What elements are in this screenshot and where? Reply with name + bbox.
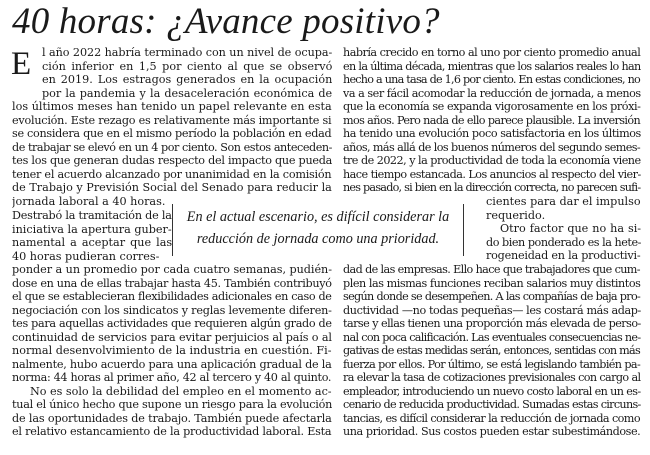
column-2-paragraph-3 — [343, 263, 641, 439]
text-line: No es solo la debilidad del empleo en el momento ac- — [30, 384, 332, 398]
text-line: se considera que en el mismo período la población en edad — [12, 127, 332, 140]
text-line: según donde se desempeñen. A las compañías de baja pro- — [343, 290, 641, 303]
column-2-paragraph-2 — [486, 195, 641, 263]
text-line: años, más allá de los buenos números del segundo semes- — [343, 140, 641, 154]
text-line: que la economía se expanda vigorosamente en los próxi- — [343, 100, 641, 113]
text-line: de Trabajo y Previsión Social del Senado para reducir la — [12, 181, 332, 194]
text-line: Otro factor que no ha si- — [500, 222, 641, 235]
text-line: Destrabó la tramitación de la — [12, 209, 172, 222]
pull-quote-line-2: reducción de jornada como una prioridad. — [196, 231, 440, 247]
text-line: normal desenvolvimiento de la industria en cuestión. Fi- — [12, 344, 332, 357]
text-line: cientes para dar el impulso — [486, 195, 641, 208]
column-1-paragraph-2 — [12, 209, 172, 263]
text-line: ha tenido una evolución poco satisfactoria en los últimos — [343, 127, 641, 140]
text-line: requerido. — [486, 208, 546, 222]
text-line: tre de 2022, y la productividad de toda la economía viene — [343, 154, 641, 167]
column-1-paragraph-3 — [12, 263, 332, 439]
text-line: ponder a un promedio por cada cuatro semanas, pudién- — [12, 263, 332, 276]
text-line: los últimos meses han tenido un papel relevante en esta — [12, 100, 332, 113]
text-line: de trabajar se elevó en un 4 por ciento. Son estos anteceden- — [12, 140, 332, 154]
text-line: fuerza por ellos. Por último, se está legislando también pa- — [343, 357, 641, 371]
text-line: tes para aquellas actividades que requieren algún grado de — [12, 317, 332, 330]
text-line: ductividad —no todas pequeñas— les costará más adap- — [343, 303, 641, 317]
text-line: ra elevar la tasa de cotizaciones previsionales con cargo al — [343, 371, 641, 384]
text-line: tancias, es difícil considerar la reducción de jornada como — [343, 411, 640, 425]
text-line: nalmente, hubo acuerdo para una aplicación gradual de la — [12, 357, 332, 371]
text-line: gativas de estas medidas serán, entonces, sentidas con más — [343, 344, 640, 357]
text-line: 40 horas pudieran corres- — [12, 249, 160, 263]
text-line: evolución. Este rezago es relativamente más importante si — [12, 113, 332, 127]
text-line: una prioridad. Sus costos pueden estar subestimándose. — [343, 425, 641, 438]
text-line: cenario de reducida productividad. Sumadas estas circuns- — [343, 398, 641, 411]
text-line: do bien ponderado es la hete- — [486, 235, 641, 249]
text-line: iniciativa la apertura guber- — [12, 222, 172, 236]
pull-quote — [172, 204, 464, 256]
text-line: en la última década, mientras que los salarios reales lo han — [343, 59, 641, 73]
text-line: l año 2022 habría terminado con un nivel de ocupa- — [42, 46, 332, 59]
text-line: va a ser fácil acomodar la reducción de jornada, a menos — [343, 86, 641, 100]
text-line: el relativo estancamiento de la productividad laboral. Esta — [12, 425, 332, 438]
text-line: el que se establecieran flexibilidades adicionales en caso de — [12, 290, 332, 303]
article-title: 40 horas: ¿Avance positivo? — [12, 1, 440, 42]
text-line: norma: 44 horas al primer año, 42 al tercero y 40 al quinto. — [12, 371, 332, 384]
text-line: tarse y ellas tienen una proporción más elevada de perso- — [343, 317, 641, 330]
pull-quote-line-1: En el actual escenario, es difícil considerar la — [186, 209, 450, 225]
text-line: habría crecido en torno al uno por ciento promedio anual — [343, 46, 641, 59]
text-line: empleador, introduciendo un nuevo costo laboral en un es- — [343, 384, 641, 398]
text-line: continuidad de servicios para evitar perjuicios al país o al — [12, 330, 332, 344]
text-line: hace tiempo estancada. Los anuncios al respecto del vier- — [343, 167, 641, 181]
column-1-paragraph-1 — [12, 46, 332, 208]
text-line: tener el acuerdo alcanzado por unanimidad en la comisión — [12, 167, 332, 181]
text-line: negociación con los sindicatos y reglas levemente diferen- — [12, 303, 332, 317]
drop-cap: E — [11, 46, 32, 82]
text-line: en 2019. Los estragos generados en la ocupación — [42, 73, 332, 86]
text-line: tes los que generan dudas respecto del impacto que pueda — [12, 154, 332, 167]
text-line: dad de las empresas. Ello hace que trabajadores que cum- — [343, 263, 640, 276]
text-line: de las oportunidades de trabajo. También puede afectarla — [12, 411, 332, 425]
text-line: hecho a una tasa de 1,6 por ciento. En estas condiciones, no — [343, 73, 641, 86]
column-2-paragraph-1 — [343, 46, 641, 195]
text-line: jornada laboral a 40 horas. — [12, 194, 166, 208]
text-line: dose en una de ellas trabajar hasta 45. También contribuyó — [12, 276, 332, 290]
text-line: tual el único hecho que supone un riesgo para la evolución — [12, 398, 332, 411]
text-line: mos años. Pero nada de ello parece plausible. La inversión — [343, 113, 641, 127]
text-line: nal con poca calificación. Las eventuales consecuencias ne- — [343, 330, 641, 344]
text-line: por la pandemia y la desaceleración económica de — [42, 86, 332, 100]
text-line: namental a aceptar que las — [12, 236, 172, 249]
text-line: ción inferior en 1,5 por ciento al que se observó — [42, 59, 332, 73]
text-line: nes pasado, si bien en la dirección correcta, no parecen sufi- — [343, 181, 641, 194]
text-line: plen las mismas funciones reciban salarios muy distintos — [343, 276, 641, 290]
text-line: rogeneidad en la productivi- — [486, 249, 641, 262]
